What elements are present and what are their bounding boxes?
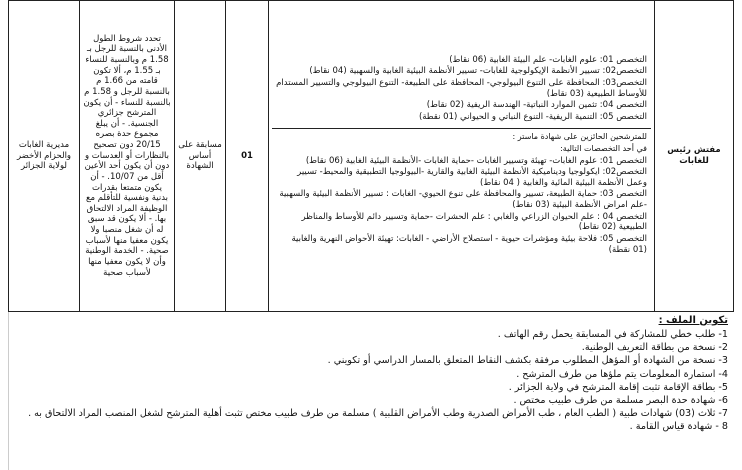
application-file-item: 4- استمارة المعلومات يتم ملؤها من طرف المترشح . [516,368,728,380]
application-file-item: 2- نسخة من بطاقة التعريف الوطنية. [581,342,728,354]
application-file-item: 8 - شهادة قياس القامة . [629,421,728,433]
specialties-cell [269,1,655,312]
positions-count-cell: 01 [226,1,269,312]
specialty-line: التخصص 03: حماية الطبيعة، تسيير والمحافظة على تنوع الحيوي- الغابات : تسيير الأنظمة البيئية والسهبية -علم امراض الأنظمة البيئية (03 نقاط) [279,189,647,211]
conditions-cell: تحدد شروط الطول الأدنى بالنسبة للرجل بـ 1.58 م وبالنسبة للنساء بـ 1.55 م، ألا تكون قامته من 1.66 م بالنسبة للرجل و 1.58 م بالنسبة للنساء - أن يكون المترشح جزائري الجنسية. - أن يبلغ مجموع حدة بصره 20/15 دون تصحيح بالنظارات أو العدسات و دون أن يكون أحد الأعين أقل من 10/07. - أن يكون متمتعا بقدرات بدنية ونفسية للتأقلم مع الوظيفة المراد الالتحاق بها. - ألا يكون قد سبق له أن شغل منصبا ولا يكون معفيا منها لأسباب صحية. - الخدمة الوطنية وأن لا يكون معفيا منها لأسباب صحية [80,1,175,312]
employer-entity-cell: مديرية الغابات والحزام الأخضر لولاية الجزائر [9,1,80,312]
specialty-line: التخصص02: ايكولوجيا وديناميكية الأنظمة البيئية الغابية والقارية -البيولوجيا التطبيقية والمحيط- تسيير وعمل الأنظمة البيئية المائية والغابية ( 04 نقاط) [297,167,647,188]
table-row [9,1,734,312]
application-file-item: 5- بطاقة الإقامة تثبت إقامة المترشح في ولاية الجزائر . [508,381,728,393]
specialty-line: التخصص 05: فلاحة بيئية ومؤشرات حيوية - استصلاح الأراضي - الغابات: تهيئة الأحواض النهرية والغابية (01 نقطة) [291,233,647,255]
application-file-item: 6- شهادة حدة البصر مسلمة من طرف طبيب مختص . [513,394,728,406]
specialty-line: التخصص 01: علوم الغابات- علم البيئة الغابية (06 نقاط) [449,54,647,65]
application-file-title: تكوين الملف : [658,315,728,326]
application-file-item: 7- ثلاث (03) شهادات طبية ( الطب العام ، طب الأمراض الصدرية وطب الأمراض القلبية ) مسلمة من طرف طبيب مختص تثبت أهلية المترشح لشغل المنصب المراد الالتحاق به . [28,408,728,420]
specialty-line: التخصص 04: تثمين الموارد النباتية- الهندسة الريفية (02 نقاط) [426,100,647,111]
specialty-line: التخصص 04 : علم الحيوان الزراعي والغابي : علم الحشرات -حماية وتسيير دائم للأوساط والمناظر الطبيعية (02 نقاط) [301,211,647,233]
recruitment-mode-cell: مسابقة على أساس الشهادة [175,1,226,312]
specialty-line: التخصص03: المحافظة على التنوع البيولوجي- المحافظة على الطبيعة- التنوع البيولوجي والتسيير المستدام للأوساط الطبيعية (03 نقاط) [276,78,647,99]
specialty-line: التخصص 01: علوم الغابات- تهيئة وتسيير الغابات -حماية الغابات -الأنظمة البيئية الغابية (06 نقاط) [305,155,647,166]
position-title-cell: مفتش رئيس للغابات [655,1,734,312]
application-file-item: 1- طلب خطي للمشاركة في المسابقة يحمل رقم الهاتف . [497,328,728,340]
master-intro: للمترشحين الحائزين على شهادة ماستر : [512,131,647,141]
position-table [8,0,734,312]
specialty-line: التخصص02: تسيير الأنظمة الإيكولوجية للغابات- تسيير الأنظمة البيئية الغابية والسهبية (04 نقاط) [309,66,647,77]
master-intro-sub: في أحد التخصصات التالية: [560,143,647,153]
specialty-line: التخصص 05: التنمية الريفية- التنوع النباتي و الحيواني (01 نقطة) [418,111,647,122]
application-file-item: 3- نسخة من الشهادة أو المؤهل المطلوب مرفقة بكشف النقاط المتعلق بالمسار الدراسي أو تكويني . [327,355,728,367]
specialties-top-block [272,53,651,129]
application-file-section [12,314,728,434]
specialties-bottom-block [272,129,651,260]
